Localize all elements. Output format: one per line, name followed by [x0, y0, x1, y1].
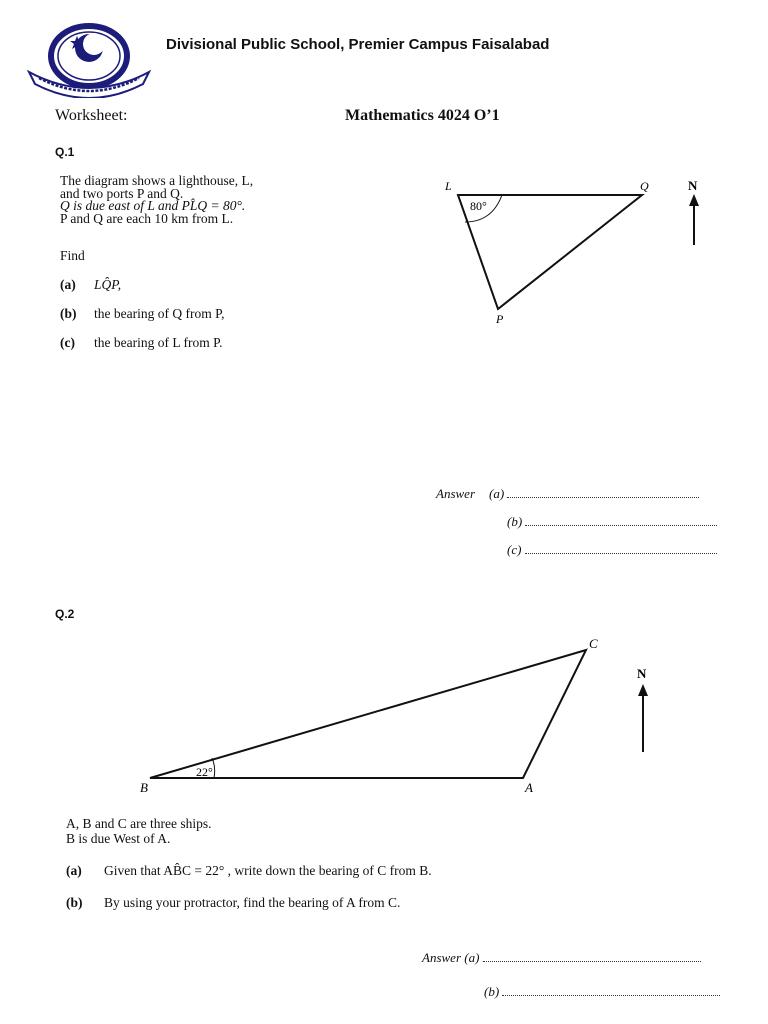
q1-answer-line-a — [436, 486, 699, 502]
q2-answer-line-a — [422, 950, 701, 966]
point-label-b: B — [140, 780, 148, 795]
answer-label: Answer — [436, 486, 475, 501]
school-name: Divisional Public School, Premier Campus Faisalabad — [166, 36, 550, 53]
q1-part-b — [60, 306, 224, 322]
subject-title: Mathematics 4024 O’1 — [345, 107, 500, 124]
q1-intro — [60, 175, 360, 225]
north-label: N — [637, 666, 647, 681]
q1-part-a — [60, 277, 121, 293]
answer-label: Answer — [422, 950, 461, 965]
question-1-number: Q.1 — [55, 145, 75, 159]
part-label: (a) — [66, 863, 82, 878]
answer-blank-a[interactable] — [507, 489, 699, 498]
part-label: (b) — [66, 895, 83, 910]
answer-part-label: (a) — [464, 950, 480, 965]
north-arrowhead — [689, 194, 699, 206]
point-label-a: A — [525, 780, 533, 795]
angle-label-22: 22° — [196, 765, 213, 779]
angle-label-80: 80° — [470, 199, 487, 213]
question-2-number: Q.2 — [55, 607, 75, 621]
part-text: By using your protractor, find the bearing of A from C. — [104, 895, 401, 910]
worksheet-label: Worksheet: — [55, 107, 128, 124]
answer-part-label: (a) — [489, 486, 505, 501]
school-logo — [25, 20, 153, 98]
answer-blank-c[interactable] — [525, 545, 717, 554]
q2-part-b — [66, 895, 400, 911]
q2-diagram — [130, 630, 670, 800]
q2-answer-line-b — [484, 984, 720, 1000]
triangle-abc — [150, 650, 586, 778]
q1-find-label: Find — [60, 248, 85, 263]
point-label-l: L — [445, 179, 452, 193]
part-text: the bearing of L from P. — [94, 335, 223, 350]
point-label-p: P — [496, 312, 504, 326]
q1-intro-line: Q is due east of L and PL̂Q = 80°. — [60, 198, 246, 213]
part-label: (b) — [60, 306, 77, 321]
answer-part-label: (c) — [507, 542, 522, 557]
q1-intro-line: P and Q are each 10 km from L. — [60, 210, 234, 226]
north-arrowhead — [638, 684, 648, 696]
north-label: N — [688, 178, 698, 193]
answer-blank-a[interactable] — [483, 953, 701, 962]
q1-answer-line-c — [507, 542, 717, 558]
q2-intro-line: B is due West of A. — [66, 831, 171, 846]
point-label-q: Q — [640, 179, 649, 193]
answer-part-label: (b) — [507, 514, 523, 529]
part-text: LQ̂P, — [94, 277, 122, 292]
answer-blank-b[interactable] — [525, 517, 717, 526]
point-label-c: C — [589, 636, 598, 651]
part-label: (c) — [60, 335, 75, 350]
part-label: (a) — [60, 277, 76, 292]
q2-intro-line: A, B and C are three ships. — [66, 816, 212, 831]
part-text: the bearing of Q from P, — [94, 306, 225, 321]
answer-blank-b[interactable] — [502, 987, 720, 996]
q1-answer-line-b — [507, 514, 717, 530]
q1-intro-line: and two ports P and Q. — [60, 185, 184, 201]
q1-diagram — [430, 170, 730, 330]
q1-part-c — [60, 335, 222, 351]
q2-part-a — [66, 863, 432, 879]
q1-intro-line: The diagram shows a lighthouse, L, — [60, 173, 254, 188]
part-text: Given that AB̂C = 22° , write down the bearing of C from B. — [104, 863, 432, 878]
answer-part-label: (b) — [484, 984, 500, 999]
